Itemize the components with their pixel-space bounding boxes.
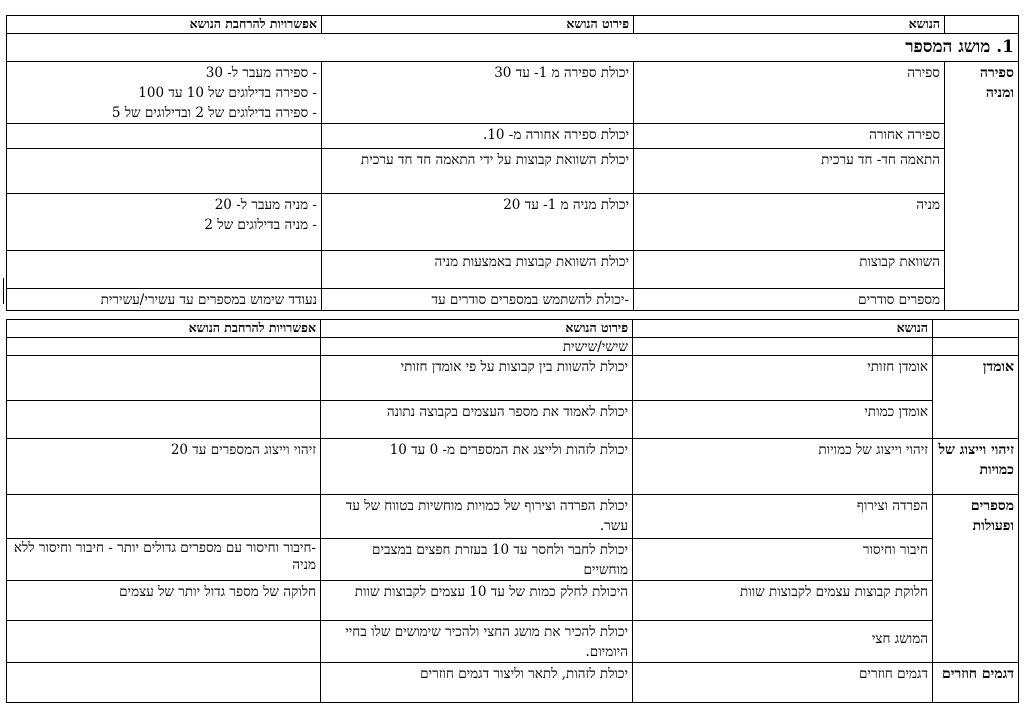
expansion-line: - מניה בדילוגים של 2 bbox=[204, 217, 317, 233]
subject-cell: חיבור וחיסור bbox=[633, 539, 933, 581]
expansion-line: - ספירה בדילוגים של 10 עד 100 bbox=[138, 85, 317, 101]
expansion-cell: -חיבור וחיסור עם מספרים גדולים יותר - חיבור וחיסור ללא מניה bbox=[7, 539, 321, 581]
detail-cell: יכולת ספירה מ 1- עד 30 bbox=[322, 62, 634, 124]
subject-cell: ספירה אחורה bbox=[634, 124, 945, 149]
expansion-cell bbox=[7, 251, 322, 289]
subject-cell: השוואת קבוצות bbox=[634, 251, 945, 289]
expansion-cell bbox=[7, 663, 321, 703]
expansion-cell bbox=[7, 356, 321, 401]
subject-cell: אומדן חזותי bbox=[633, 356, 933, 401]
subject-cell: אומדן כמותי bbox=[633, 401, 933, 439]
category-cell: ספירה ומניה bbox=[945, 62, 1019, 311]
subject-header: הנושא bbox=[633, 320, 933, 338]
expansion-cell bbox=[7, 194, 322, 251]
detail-cell: שישי/שישית bbox=[321, 338, 633, 356]
expansion-cell bbox=[7, 124, 322, 149]
curriculum-table-2 bbox=[6, 319, 1019, 703]
subject-cell: חלוקת קבוצות עצמים לקבוצות שוות bbox=[633, 581, 933, 621]
expansion-cell bbox=[7, 62, 322, 124]
subject-cell: מניה bbox=[634, 194, 945, 251]
detail-cell: יכולת להשוות בין קבוצות על פי אומדן חזותי bbox=[321, 356, 633, 401]
text-cursor bbox=[3, 278, 4, 304]
subject-cell: המושג חצי bbox=[633, 621, 933, 663]
expansion-cell bbox=[7, 621, 321, 663]
category-header bbox=[933, 320, 1019, 338]
expansion-line: - ספירה מעבר ל- 30 bbox=[205, 65, 317, 81]
category-cell: מספרים ופעולות bbox=[933, 495, 1019, 663]
curriculum-table-1 bbox=[6, 15, 1019, 311]
subject-cell: ספירה bbox=[634, 62, 945, 124]
expansion-line: נעודד שימוש במספרים עד עשירי/עשירית bbox=[100, 292, 317, 308]
detail-header: פירוט הנושא bbox=[322, 16, 634, 34]
expansion-cell bbox=[7, 338, 321, 356]
detail-cell: -יכולת להשתמש במספרים סודרים עד bbox=[322, 289, 634, 311]
category-header bbox=[945, 16, 1019, 34]
category-cell: דגמים חוזרים bbox=[933, 663, 1019, 703]
subject-cell: זיהוי וייצוג של כמויות bbox=[633, 439, 933, 495]
detail-cell: יכולת השוואת קבוצות על ידי התאמה חד חד ערכית bbox=[322, 149, 634, 194]
expansion-cell bbox=[7, 401, 321, 439]
detail-cell: יכולת לאמוד את מספר העצמים בקבוצה נתונה bbox=[321, 401, 633, 439]
expansion-cell bbox=[7, 495, 321, 539]
expansion-header: אפשרויות להרחבת הנושא bbox=[7, 16, 322, 34]
category-cell bbox=[933, 338, 1019, 356]
detail-cell: יכולת הפרדה וצירוף של כמויות מוחשיות בטווח של עד עשר. bbox=[321, 495, 633, 539]
detail-cell: יכולת לחבר ולחסר עד 10 בעזרת חפצים במצבים מוחשיים bbox=[321, 539, 633, 581]
detail-cell: יכולת ספירה אחורה מ- 10. bbox=[322, 124, 634, 149]
expansion-cell bbox=[7, 289, 322, 311]
subject-cell: מספרים סודרים bbox=[634, 289, 945, 311]
subject-cell: הפרדה וצירוף bbox=[633, 495, 933, 539]
detail-cell: יכולת להכיר את מושג החצי ולהכיר שימושים שלו בחיי היומיום. bbox=[321, 621, 633, 663]
detail-cell: יכולת לזהות ולייצג את המספרים מ- 0 עד 10 bbox=[321, 439, 633, 495]
expansion-cell: חלוקה של מספר גדול יותר של עצמים bbox=[7, 581, 321, 621]
subject-cell: התאמה חד- חד ערכית bbox=[634, 149, 945, 194]
expansion-cell: זיהוי וייצוג המספרים עד 20 bbox=[7, 439, 321, 495]
expansion-cell bbox=[7, 149, 322, 194]
category-cell: אומדן bbox=[933, 356, 1019, 439]
detail-cell: יכולת מניה מ 1- עד 20 bbox=[322, 194, 634, 251]
expansion-line: - ספירה בדילוגים של 2 ובדילוגים של 5 bbox=[111, 105, 317, 121]
subject-cell: דגמים חוזרים bbox=[633, 663, 933, 703]
category-cell: זיהוי וייצוג של כמויות bbox=[933, 439, 1019, 495]
detail-cell: יכולת השוואת קבוצות באמצעות מניה bbox=[322, 251, 634, 289]
subject-cell bbox=[633, 338, 933, 356]
subject-header: הנושא bbox=[634, 16, 945, 34]
expansion-header: אפשרויות להרחבת הנושא bbox=[7, 320, 321, 338]
detail-header: פירוט הנושא bbox=[321, 320, 633, 338]
detail-cell: יכולת לזהות, לתאר וליצור דגמים חוזרים bbox=[321, 663, 633, 703]
expansion-line: - מניה מעבר ל- 20 bbox=[214, 197, 317, 213]
detail-cell: היכולת לחלק כמות של עד 10 עצמים לקבוצות שוות bbox=[321, 581, 633, 621]
section-title: 1. מושג המספר bbox=[7, 34, 1019, 62]
